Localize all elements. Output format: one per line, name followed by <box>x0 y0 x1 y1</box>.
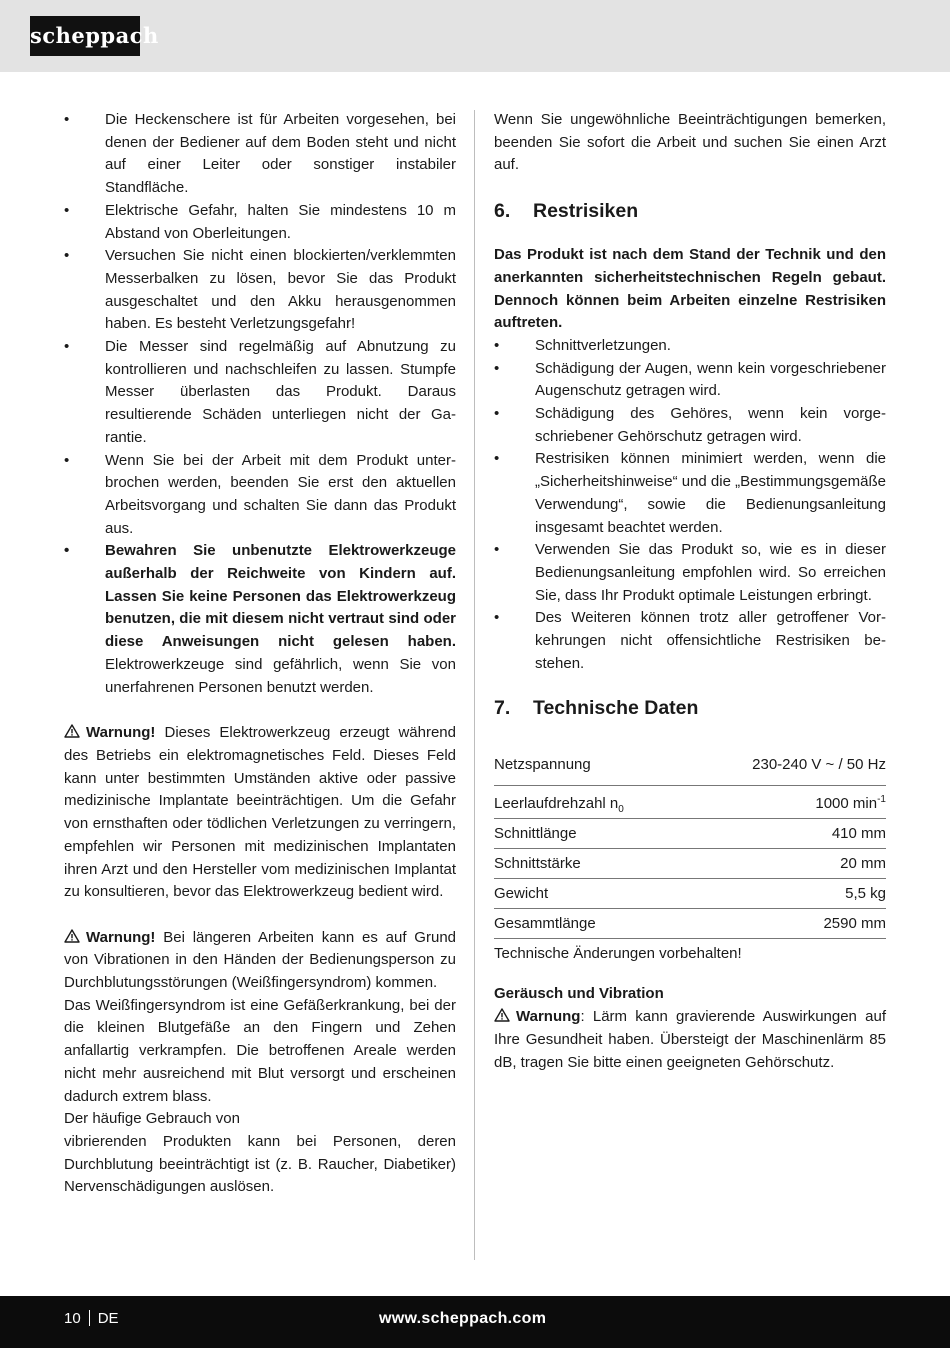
list-item: • Die Messer sind regelmäßig auf Abnutzung zu kontrollieren und nachschleifen zu lassen. Stumpfe Messer überlasten das Produkt. Daraus resultierende Schäden unterliegen nicht der Garantie. <box>64 336 456 450</box>
warning-icon <box>494 1008 510 1022</box>
table-row <box>494 849 886 879</box>
page-footer <box>0 1296 950 1348</box>
list-item: • Des Weiteren können trotz aller getroffener Vorkehrungen nicht offensichtliche Restrisiken bestehen. <box>494 607 886 675</box>
page-indicator <box>64 1296 119 1342</box>
warning-text: Dieses Elektrowerkzeug erzeugt während des Betriebs ein elektromagnetisches Feld. Dieses Feld kann unter bestimmten Umständen aktive oder passive medizinische Implantate beeinträchtigen. Um die Gefahr von ernsthaften oder tödlichen Verletzungen zu verringern, empfehlen wir Personen mit medizinischen Implantaten ihren Arzt und den Hersteller vom medizinischen Implantat zu konsultieren, bevor das Elektrowerkzeug bedient wird. <box>64 724 456 901</box>
list-item: • Elektrische Gefahr, halten Sie mindestens 10 m Abstand von Oberleitungen. <box>64 200 456 245</box>
warning-text: Bei längeren Arbeiten kann es auf Grund von Vibrationen in den Händen der Bedienungsperson zu Durchblutungsstörungen (Weißfingersyndrom) kommen. <box>64 928 456 991</box>
tech-label: Gewicht <box>494 885 549 903</box>
tech-value: 2590 mm <box>823 915 886 933</box>
warning-label: Warnung! <box>86 928 156 946</box>
idle-superscript: -1 <box>877 794 886 806</box>
noise-warning-paragraph <box>494 1006 886 1074</box>
warning-vibration-paragraph <box>64 927 456 995</box>
warning-icon <box>64 929 80 943</box>
idle-label-text: Leerlaufdrehzahl n <box>494 795 619 813</box>
tech-label <box>494 789 624 818</box>
section-title: Restrisiken <box>533 200 639 223</box>
tech-value: 5,5 kg <box>845 885 886 903</box>
table-row <box>494 789 886 819</box>
frequent-use-line: Der häufige Gebrauch von <box>64 1110 240 1128</box>
list-item: • Schädigung der Augen, wenn kein vorgeschriebener Augenschutz getragen wird. <box>494 358 886 403</box>
residual-risk-intro: Das Produkt ist nach dem Stand der Technik und den anerkannten sicherheitstechnischen Regeln gebaut. Dennoch können beim Arbeiten einzelne Restrisiken auftreten. <box>494 246 886 332</box>
bold-bullet-strong: Bewahren Sie unbenutzte Elektrowerkzeuge außerhalb der Reichweite von Kindern auf. Lassen Sie keine Personen das Elektrowerkzeug benutzen, die mit diesem nicht vertraut sind oder diese Anweisungen nicht gelesen haben. <box>105 542 456 651</box>
section-title: Technische Daten <box>533 697 699 720</box>
table-row <box>494 745 886 786</box>
page-number: 10 <box>64 1310 81 1327</box>
right-column <box>494 109 886 1074</box>
scheppach-logo: scheppach <box>30 16 140 56</box>
tech-data-table <box>494 745 886 969</box>
tech-note: Technische Änderungen vorbehalten! <box>494 945 742 963</box>
tech-value <box>815 789 886 818</box>
language-code: DE <box>97 1310 119 1327</box>
frequent-use-paragraph: vibrierenden Produkten kann bei Personen, deren Durchblutung beeinträchtigt ist (z. B. Raucher, Diabetiker) Nervenschädigungen auslösen. <box>64 1132 456 1196</box>
list-item <box>64 540 456 699</box>
list-item: • Die Heckenschere ist für Arbeiten vorgesehen, bei denen der Bediener auf dem Boden steht und nicht auf einer Leiter oder sonstiger instabiler Standfläche. <box>64 109 456 200</box>
table-row <box>494 819 886 849</box>
column-divider <box>474 110 475 1260</box>
white-finger-paragraph: Das Weißfingersyndrom ist eine Gefäßerkrankung, bei der die kleinen Blutgefäße an den Fingern und Zehen anfallartig verkrampfen. Die betroffenen Areale werden nicht mehr ausreichend mit Blut versorgt und erscheinen dadurch extrem blass. <box>64 996 456 1105</box>
website-link[interactable]: www.scheppach.com <box>379 1310 547 1327</box>
section-number: 7. <box>494 697 511 720</box>
section-number: 6. <box>494 200 511 223</box>
list-item: • Verwenden Sie das Produkt so, wie es in dieser Bedienungsanleitung empfohlen wird. So erreichen Sie, dass Ihr Produkt optimale Leistungen erbringt. <box>494 539 886 607</box>
warning-icon <box>64 724 80 738</box>
list-item: • Schädigung des Gehöres, wenn kein vorgeschriebener Gehörschutz getragen wird. <box>494 403 886 448</box>
doctor-paragraph: Wenn Sie ungewöhnliche Beeinträchtigungen bemerken, beenden Sie sofort die Arbeit und suchen Sie einen Arzt auf. <box>494 111 886 174</box>
section-heading-6 <box>494 199 886 223</box>
page-header <box>0 0 950 72</box>
warning-label: Warnung <box>516 1008 581 1026</box>
tech-value: 230-240 V ~ / 50 Hz <box>752 756 886 774</box>
tech-label: Schnittstärke <box>494 855 581 873</box>
noise-heading: Geräusch und Vibration <box>494 985 664 1003</box>
table-row <box>494 909 886 939</box>
residual-risk-list <box>494 335 886 676</box>
warning-text: : Lärm kann gravierende Auswirkungen auf Ihre Gesundheit haben. Übersteigt der Maschinenlärm 85 dB, tragen Sie bitte einen geeigneten Gehörschutz. <box>494 1008 886 1071</box>
section-heading-7 <box>494 696 886 720</box>
list-item: • Wenn Sie bei der Arbeit mit dem Produkt unterbrochen werden, beenden Sie erst den aktuellen Arbeitsvorgang und schalten Sie dann das Produkt aus. <box>64 450 456 541</box>
footer-divider <box>89 1310 90 1326</box>
idle-value-text: 1000 min <box>815 795 878 813</box>
idle-subscript: 0 <box>618 804 624 816</box>
tech-label: Gesammtlänge <box>494 915 596 933</box>
table-row <box>494 879 886 909</box>
warning-emf-paragraph <box>64 722 456 904</box>
tech-label: Netzspannung <box>494 756 591 774</box>
list-item: • Schnittverletzungen. <box>494 335 886 358</box>
list-item: • Restrisiken können minimiert werden, wenn die „Sicherheitshinweise“ und die „Bestimmungsgemäße Verwendung“, sowie die Bedienungsanleitung insgesamt beachtet werden. <box>494 448 886 539</box>
tech-value: 410 mm <box>831 825 886 843</box>
left-column <box>64 109 456 1199</box>
bold-bullet-rest: Elektrowerkzeuge sind gefährlich, wenn Sie von unerfahrenen Personen benutzt werden. <box>105 655 456 696</box>
warning-label: Warnung! <box>86 724 156 742</box>
list-item: • Versuchen Sie nicht einen blockierten/verklemmten Messerbalken zu lösen, bevor Sie das Produkt ausgeschaltet und den Akku herausgenommen haben. Es besteht Verletzungsgefahr! <box>64 245 456 336</box>
tech-value: 20 mm <box>840 855 886 873</box>
safety-bullet-list <box>64 109 456 699</box>
tech-label: Schnittlänge <box>494 825 577 843</box>
